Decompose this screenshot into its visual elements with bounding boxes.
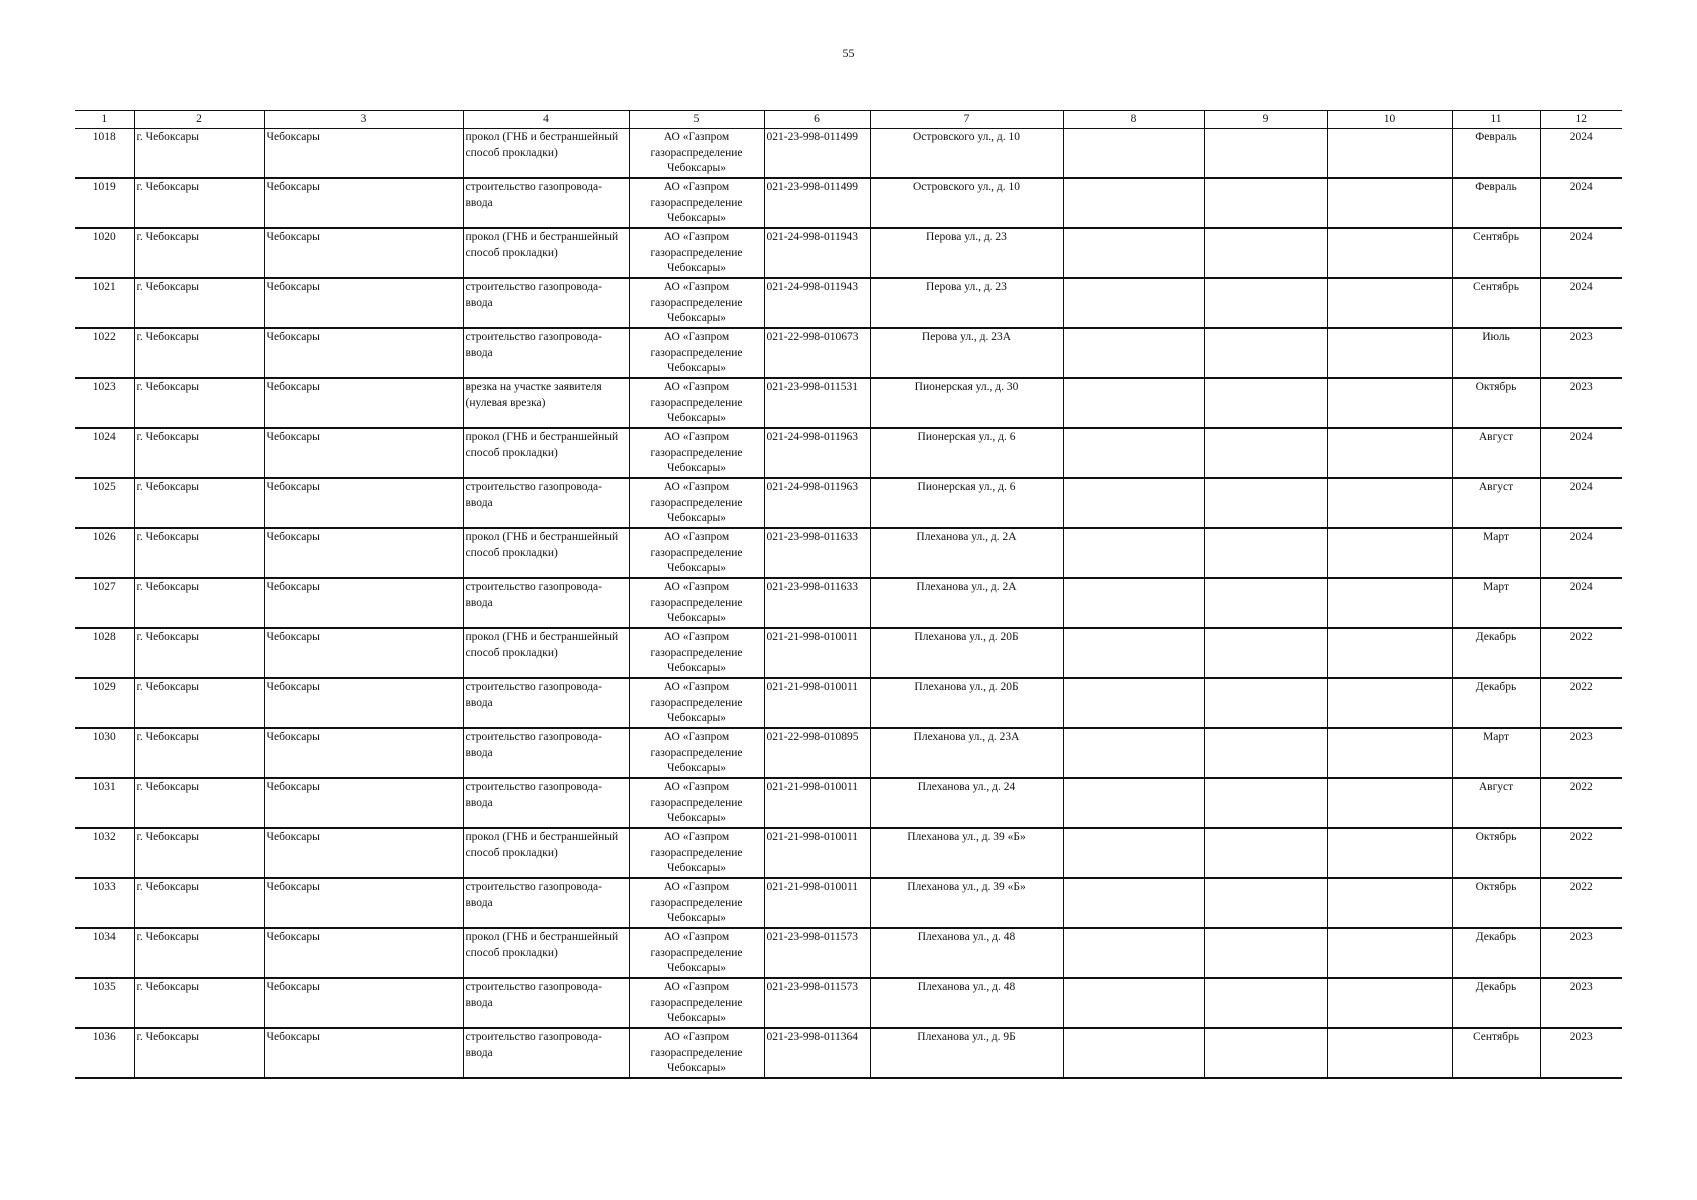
cell-organization: АО «Газпром газораспределение Чебоксары»: [629, 828, 764, 878]
cell-month: Июль: [1452, 328, 1540, 378]
cell-month: Август: [1452, 478, 1540, 528]
cell-address: Плеханова ул., д. 23А: [870, 728, 1063, 778]
cell-year: 2024: [1540, 129, 1622, 179]
cell-month: Октябрь: [1452, 828, 1540, 878]
cell-month: Декабрь: [1452, 628, 1540, 678]
cell-number: 1018: [75, 129, 134, 179]
cell-year: 2022: [1540, 778, 1622, 828]
cell-address: Пионерская ул., д. 6: [870, 428, 1063, 478]
cell-work-type: строительство газопровода-ввода: [463, 1028, 629, 1078]
cell-city: г. Чебоксары: [134, 178, 264, 228]
cell-city: г. Чебоксары: [134, 928, 264, 978]
cell-city: г. Чебоксары: [134, 528, 264, 578]
cell-col-9: [1204, 978, 1327, 1028]
table-row: [75, 228, 1622, 278]
cell-city: г. Чебоксары: [134, 228, 264, 278]
cell-code: 021-22-998-010673: [764, 328, 870, 378]
cell-work-type: строительство газопровода-ввода: [463, 478, 629, 528]
cell-year: 2023: [1540, 928, 1622, 978]
cell-work-type: прокол (ГНБ и бестраншейный способ прокладки): [463, 528, 629, 578]
column-header-5: 5: [629, 111, 764, 129]
cell-col-8: [1063, 578, 1204, 628]
cell-year: 2024: [1540, 278, 1622, 328]
column-header-4: 4: [463, 111, 629, 129]
cell-year: 2022: [1540, 828, 1622, 878]
cell-year: 2024: [1540, 578, 1622, 628]
cell-col-8: [1063, 478, 1204, 528]
cell-col-10: [1327, 328, 1452, 378]
cell-settlement: Чебоксары: [264, 428, 463, 478]
cell-settlement: Чебоксары: [264, 778, 463, 828]
cell-settlement: Чебоксары: [264, 378, 463, 428]
cell-col-9: [1204, 129, 1327, 179]
data-table: [75, 110, 1622, 1079]
cell-settlement: Чебоксары: [264, 278, 463, 328]
cell-year: 2023: [1540, 1028, 1622, 1078]
table-row: [75, 628, 1622, 678]
cell-address: Перова ул., д. 23: [870, 228, 1063, 278]
cell-year: 2024: [1540, 228, 1622, 278]
cell-address: Плеханова ул., д. 48: [870, 978, 1063, 1028]
cell-col-10: [1327, 278, 1452, 328]
cell-col-8: [1063, 328, 1204, 378]
table-row: [75, 678, 1622, 728]
cell-col-9: [1204, 778, 1327, 828]
cell-month: Декабрь: [1452, 978, 1540, 1028]
cell-settlement: Чебоксары: [264, 728, 463, 778]
cell-code: 021-21-998-010011: [764, 878, 870, 928]
cell-col-10: [1327, 978, 1452, 1028]
cell-number: 1034: [75, 928, 134, 978]
cell-organization: АО «Газпром газораспределение Чебоксары»: [629, 928, 764, 978]
cell-organization: АО «Газпром газораспределение Чебоксары»: [629, 478, 764, 528]
table-row: [75, 129, 1622, 179]
cell-col-8: [1063, 928, 1204, 978]
cell-work-type: прокол (ГНБ и бестраншейный способ прокладки): [463, 628, 629, 678]
cell-number: 1024: [75, 428, 134, 478]
cell-city: г. Чебоксары: [134, 1028, 264, 1078]
cell-number: 1036: [75, 1028, 134, 1078]
cell-code: 021-24-998-011963: [764, 478, 870, 528]
cell-month: Август: [1452, 428, 1540, 478]
cell-city: г. Чебоксары: [134, 678, 264, 728]
cell-number: 1025: [75, 478, 134, 528]
cell-work-type: строительство газопровода-ввода: [463, 878, 629, 928]
cell-year: 2022: [1540, 878, 1622, 928]
column-header-10: 10: [1327, 111, 1452, 129]
cell-col-9: [1204, 328, 1327, 378]
cell-month: Сентябрь: [1452, 278, 1540, 328]
table-row: [75, 428, 1622, 478]
cell-month: Сентябрь: [1452, 228, 1540, 278]
cell-col-10: [1327, 928, 1452, 978]
table-row: [75, 978, 1622, 1028]
cell-col-9: [1204, 1028, 1327, 1078]
cell-work-type: строительство газопровода-ввода: [463, 978, 629, 1028]
cell-address: Перова ул., д. 23: [870, 278, 1063, 328]
table-row: [75, 528, 1622, 578]
cell-col-10: [1327, 828, 1452, 878]
cell-month: Декабрь: [1452, 678, 1540, 728]
cell-organization: АО «Газпром газораспределение Чебоксары»: [629, 878, 764, 928]
cell-code: 021-23-998-011633: [764, 528, 870, 578]
cell-col-9: [1204, 678, 1327, 728]
cell-year: 2024: [1540, 528, 1622, 578]
table-row: [75, 178, 1622, 228]
cell-col-10: [1327, 628, 1452, 678]
cell-month: Март: [1452, 728, 1540, 778]
cell-code: 021-22-998-010895: [764, 728, 870, 778]
cell-organization: АО «Газпром газораспределение Чебоксары»: [629, 129, 764, 179]
cell-number: 1020: [75, 228, 134, 278]
cell-organization: АО «Газпром газораспределение Чебоксары»: [629, 678, 764, 728]
cell-col-9: [1204, 378, 1327, 428]
cell-month: Август: [1452, 778, 1540, 828]
cell-col-9: [1204, 528, 1327, 578]
cell-year: 2023: [1540, 378, 1622, 428]
cell-city: г. Чебоксары: [134, 129, 264, 179]
column-header-3: 3: [264, 111, 463, 129]
cell-city: г. Чебоксары: [134, 278, 264, 328]
cell-col-8: [1063, 228, 1204, 278]
cell-col-9: [1204, 478, 1327, 528]
cell-code: 021-23-998-011633: [764, 578, 870, 628]
cell-address: Островского ул., д. 10: [870, 178, 1063, 228]
cell-city: г. Чебоксары: [134, 328, 264, 378]
cell-code: 021-24-998-011943: [764, 278, 870, 328]
cell-organization: АО «Газпром газораспределение Чебоксары»: [629, 278, 764, 328]
cell-col-8: [1063, 978, 1204, 1028]
cell-work-type: прокол (ГНБ и бестраншейный способ прокладки): [463, 928, 629, 978]
cell-organization: АО «Газпром газораспределение Чебоксары»: [629, 1028, 764, 1078]
cell-work-type: строительство газопровода-ввода: [463, 278, 629, 328]
cell-city: г. Чебоксары: [134, 428, 264, 478]
cell-code: 021-23-998-011499: [764, 178, 870, 228]
column-header-8: 8: [1063, 111, 1204, 129]
cell-col-9: [1204, 578, 1327, 628]
cell-number: 1029: [75, 678, 134, 728]
cell-address: Плеханова ул., д. 20Б: [870, 678, 1063, 728]
cell-code: 021-21-998-010011: [764, 828, 870, 878]
cell-work-type: прокол (ГНБ и бестраншейный способ прокладки): [463, 129, 629, 179]
cell-organization: АО «Газпром газораспределение Чебоксары»: [629, 428, 764, 478]
cell-col-9: [1204, 728, 1327, 778]
cell-work-type: врезка на участке заявителя (нулевая врезка): [463, 378, 629, 428]
table-row: [75, 578, 1622, 628]
table-row: [75, 328, 1622, 378]
cell-col-10: [1327, 678, 1452, 728]
cell-code: 021-24-998-011963: [764, 428, 870, 478]
cell-col-10: [1327, 378, 1452, 428]
cell-address: Плеханова ул., д. 39 «Б»: [870, 828, 1063, 878]
cell-month: Март: [1452, 578, 1540, 628]
cell-address: Плеханова ул., д. 9Б: [870, 1028, 1063, 1078]
cell-col-10: [1327, 129, 1452, 179]
cell-col-8: [1063, 129, 1204, 179]
cell-col-10: [1327, 528, 1452, 578]
cell-organization: АО «Газпром газораспределение Чебоксары»: [629, 978, 764, 1028]
cell-number: 1033: [75, 878, 134, 928]
cell-organization: АО «Газпром газораспределение Чебоксары»: [629, 578, 764, 628]
cell-organization: АО «Газпром газораспределение Чебоксары»: [629, 778, 764, 828]
cell-work-type: прокол (ГНБ и бестраншейный способ прокладки): [463, 428, 629, 478]
cell-year: 2023: [1540, 328, 1622, 378]
cell-col-8: [1063, 778, 1204, 828]
cell-month: Февраль: [1452, 129, 1540, 179]
column-header-11: 11: [1452, 111, 1540, 129]
cell-col-9: [1204, 278, 1327, 328]
cell-address: Пионерская ул., д. 30: [870, 378, 1063, 428]
cell-col-9: [1204, 428, 1327, 478]
cell-address: Островского ул., д. 10: [870, 129, 1063, 179]
cell-col-10: [1327, 778, 1452, 828]
cell-number: 1027: [75, 578, 134, 628]
cell-code: 021-23-998-011499: [764, 129, 870, 179]
table-row: [75, 378, 1622, 428]
cell-month: Декабрь: [1452, 928, 1540, 978]
cell-organization: АО «Газпром газораспределение Чебоксары»: [629, 528, 764, 578]
cell-month: Сентябрь: [1452, 1028, 1540, 1078]
cell-organization: АО «Газпром газораспределение Чебоксары»: [629, 628, 764, 678]
cell-col-8: [1063, 878, 1204, 928]
cell-col-10: [1327, 478, 1452, 528]
cell-organization: АО «Газпром газораспределение Чебоксары»: [629, 228, 764, 278]
cell-organization: АО «Газпром газораспределение Чебоксары»: [629, 378, 764, 428]
cell-number: 1023: [75, 378, 134, 428]
cell-col-9: [1204, 878, 1327, 928]
cell-city: г. Чебоксары: [134, 778, 264, 828]
cell-col-8: [1063, 828, 1204, 878]
cell-col-9: [1204, 178, 1327, 228]
cell-month: Октябрь: [1452, 878, 1540, 928]
cell-col-9: [1204, 628, 1327, 678]
cell-code: 021-21-998-010011: [764, 628, 870, 678]
cell-work-type: прокол (ГНБ и бестраншейный способ прокладки): [463, 228, 629, 278]
cell-code: 021-21-998-010011: [764, 778, 870, 828]
cell-city: г. Чебоксары: [134, 578, 264, 628]
cell-address: Плеханова ул., д. 24: [870, 778, 1063, 828]
table-body: [75, 129, 1622, 1079]
cell-code: 021-23-998-011364: [764, 1028, 870, 1078]
cell-month: Октябрь: [1452, 378, 1540, 428]
cell-settlement: Чебоксары: [264, 978, 463, 1028]
cell-month: Февраль: [1452, 178, 1540, 228]
cell-col-8: [1063, 378, 1204, 428]
cell-settlement: Чебоксары: [264, 328, 463, 378]
column-header-1: 1: [75, 111, 134, 129]
cell-work-type: строительство газопровода-ввода: [463, 328, 629, 378]
cell-address: Плеханова ул., д. 2А: [870, 528, 1063, 578]
cell-number: 1019: [75, 178, 134, 228]
cell-address: Перова ул., д. 23А: [870, 328, 1063, 378]
cell-year: 2022: [1540, 678, 1622, 728]
cell-number: 1030: [75, 728, 134, 778]
cell-col-10: [1327, 178, 1452, 228]
cell-number: 1022: [75, 328, 134, 378]
column-header-6: 6: [764, 111, 870, 129]
cell-city: г. Чебоксары: [134, 628, 264, 678]
cell-work-type: строительство газопровода-ввода: [463, 728, 629, 778]
table-row: [75, 1028, 1622, 1078]
cell-work-type: прокол (ГНБ и бестраншейный способ прокладки): [463, 828, 629, 878]
cell-settlement: Чебоксары: [264, 1028, 463, 1078]
cell-address: Плеханова ул., д. 20Б: [870, 628, 1063, 678]
cell-col-10: [1327, 578, 1452, 628]
cell-organization: АО «Газпром газораспределение Чебоксары»: [629, 328, 764, 378]
cell-settlement: Чебоксары: [264, 578, 463, 628]
cell-year: 2023: [1540, 728, 1622, 778]
cell-settlement: Чебоксары: [264, 129, 463, 179]
cell-code: 021-23-998-011573: [764, 978, 870, 1028]
cell-organization: АО «Газпром газораспределение Чебоксары»: [629, 728, 764, 778]
table-row: [75, 728, 1622, 778]
cell-col-10: [1327, 728, 1452, 778]
cell-year: 2024: [1540, 178, 1622, 228]
cell-col-8: [1063, 278, 1204, 328]
cell-settlement: Чебоксары: [264, 678, 463, 728]
cell-col-9: [1204, 828, 1327, 878]
cell-code: 021-24-998-011943: [764, 228, 870, 278]
cell-col-8: [1063, 728, 1204, 778]
cell-number: 1032: [75, 828, 134, 878]
cell-work-type: строительство газопровода-ввода: [463, 578, 629, 628]
cell-address: Плеханова ул., д. 2А: [870, 578, 1063, 628]
cell-col-8: [1063, 678, 1204, 728]
cell-code: 021-23-998-011531: [764, 378, 870, 428]
cell-col-10: [1327, 1028, 1452, 1078]
column-header-7: 7: [870, 111, 1063, 129]
cell-code: 021-23-998-011573: [764, 928, 870, 978]
cell-number: 1026: [75, 528, 134, 578]
cell-year: 2024: [1540, 478, 1622, 528]
cell-city: г. Чебоксары: [134, 478, 264, 528]
cell-settlement: Чебоксары: [264, 528, 463, 578]
header-row: [75, 111, 1622, 129]
cell-address: Плеханова ул., д. 39 «Б»: [870, 878, 1063, 928]
cell-number: 1021: [75, 278, 134, 328]
cell-city: г. Чебоксары: [134, 878, 264, 928]
cell-number: 1035: [75, 978, 134, 1028]
table-row: [75, 778, 1622, 828]
cell-year: 2024: [1540, 428, 1622, 478]
cell-address: Плеханова ул., д. 48: [870, 928, 1063, 978]
cell-settlement: Чебоксары: [264, 478, 463, 528]
column-header-2: 2: [134, 111, 264, 129]
cell-city: г. Чебоксары: [134, 728, 264, 778]
cell-organization: АО «Газпром газораспределение Чебоксары»: [629, 178, 764, 228]
cell-settlement: Чебоксары: [264, 178, 463, 228]
table-row: [75, 878, 1622, 928]
table-row: [75, 478, 1622, 528]
cell-month: Март: [1452, 528, 1540, 578]
column-header-9: 9: [1204, 111, 1327, 129]
cell-work-type: строительство газопровода-ввода: [463, 778, 629, 828]
table-row: [75, 278, 1622, 328]
cell-col-10: [1327, 878, 1452, 928]
cell-settlement: Чебоксары: [264, 628, 463, 678]
cell-col-8: [1063, 528, 1204, 578]
cell-code: 021-21-998-010011: [764, 678, 870, 728]
cell-address: Пионерская ул., д. 6: [870, 478, 1063, 528]
column-header-12: 12: [1540, 111, 1622, 129]
cell-col-8: [1063, 1028, 1204, 1078]
cell-year: 2022: [1540, 628, 1622, 678]
table-row: [75, 828, 1622, 878]
cell-number: 1028: [75, 628, 134, 678]
cell-settlement: Чебоксары: [264, 878, 463, 928]
cell-city: г. Чебоксары: [134, 978, 264, 1028]
cell-col-8: [1063, 628, 1204, 678]
cell-col-10: [1327, 228, 1452, 278]
cell-year: 2023: [1540, 978, 1622, 1028]
cell-col-10: [1327, 428, 1452, 478]
cell-col-9: [1204, 928, 1327, 978]
page-number: 55: [842, 46, 855, 60]
cell-city: г. Чебоксары: [134, 378, 264, 428]
cell-work-type: строительство газопровода-ввода: [463, 178, 629, 228]
cell-col-8: [1063, 178, 1204, 228]
cell-settlement: Чебоксары: [264, 228, 463, 278]
cell-col-8: [1063, 428, 1204, 478]
table-row: [75, 928, 1622, 978]
cell-col-9: [1204, 228, 1327, 278]
cell-settlement: Чебоксары: [264, 928, 463, 978]
cell-city: г. Чебоксары: [134, 828, 264, 878]
cell-settlement: Чебоксары: [264, 828, 463, 878]
cell-number: 1031: [75, 778, 134, 828]
cell-work-type: строительство газопровода-ввода: [463, 678, 629, 728]
